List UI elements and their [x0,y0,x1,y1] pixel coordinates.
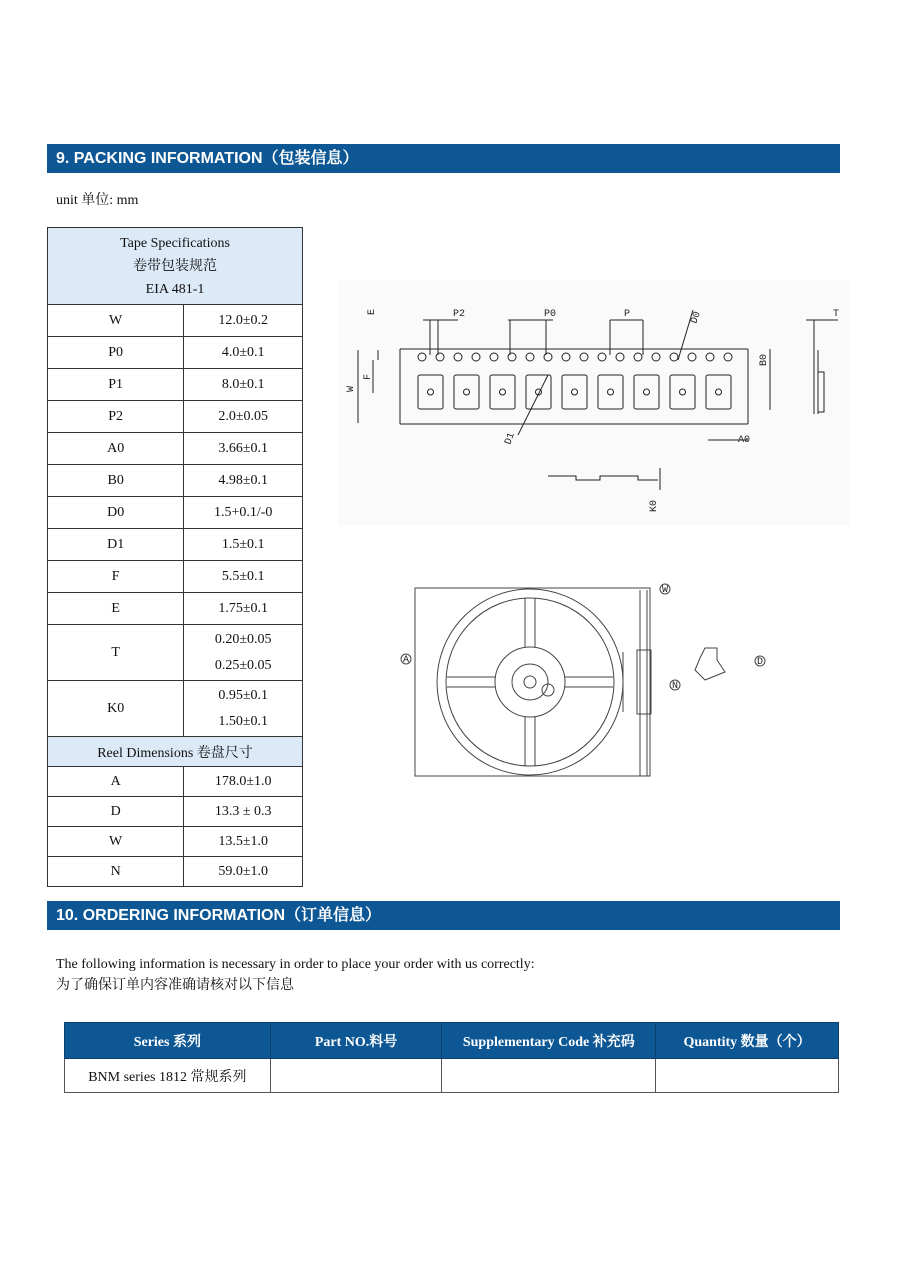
table-row [48,561,303,593]
reel-param-value: 178.0±1.0 [184,767,303,797]
tape-spec-header [48,228,303,305]
reel-label-n: N [672,681,679,692]
label-f: F [363,373,374,380]
table-row [48,625,303,681]
table-row [48,337,303,369]
value-line: 4.0±0.1 [221,344,265,360]
param-value [184,369,303,401]
ordering-intro [56,954,535,996]
param-name: P0 [48,337,184,369]
table-row [48,593,303,625]
cell-quantity[interactable] [656,1059,839,1093]
value-line: 1.75±0.1 [218,600,268,616]
reel-label-a: A [403,655,410,666]
tape-header-line: Tape Specifications [120,235,230,251]
table-row [48,827,303,857]
tape-header-line: EIA 481-1 [145,281,205,297]
table-row [48,767,303,797]
label-t: T [833,309,840,320]
param-value [184,305,303,337]
table-row [48,465,303,497]
tape-header-line: 卷带包装规范 [133,258,217,274]
param-value [184,465,303,497]
reel-param-name: W [48,827,184,857]
value-line: 1.5+0.1/-0 [213,504,273,520]
label-w: W [346,385,357,392]
value-line: 3.66±0.1 [218,440,268,456]
value-line: 2.0±0.05 [218,408,268,424]
table-row [48,857,303,887]
intro-chinese: 为了确保订单内容准确请核对以下信息 [56,978,294,993]
param-name: K0 [48,681,184,737]
tape-spec-header-row [48,228,303,305]
ordering-section-title: 10. ORDERING INFORMATION（订单信息） [47,901,840,930]
param-name: F [48,561,184,593]
intro-english: The following information is necessary in order to place your order with us correctly: [56,957,535,972]
param-value [184,681,303,737]
header-supplementary-code: Supplementary Code 补充码 [442,1023,656,1059]
param-name: E [48,593,184,625]
reel-param-name: A [48,767,184,797]
unit-label: unit 单位: mm [56,193,139,208]
value-line: 4.98±0.1 [218,472,268,488]
order-table [64,1022,839,1093]
header-quantity: Quantity 数量（个） [656,1023,839,1059]
reel-param-value: 13.3 ± 0.3 [184,797,303,827]
reel-label-w: W [662,585,669,596]
reel-param-name: N [48,857,184,887]
reel-diagram [395,580,775,780]
param-value [184,337,303,369]
header-part-no: Part NO.料号 [270,1023,442,1059]
value-line: 0.25±0.05 [214,657,272,673]
tape-spec-table [47,227,303,887]
reel-param-name: D [48,797,184,827]
reel-dimensions-header: Reel Dimensions 卷盘尺寸 [48,737,303,767]
param-name: P1 [48,369,184,401]
reel-label-d: D [757,657,764,668]
packing-section-title: 9. PACKING INFORMATION（包装信息） [47,144,840,173]
table-row [48,305,303,337]
param-name: T [48,625,184,681]
table-row [48,369,303,401]
table-row [48,433,303,465]
label-p: P [624,309,631,320]
param-value [184,529,303,561]
value-line: 8.0±0.1 [221,376,265,392]
param-value [184,401,303,433]
table-row [65,1059,839,1093]
param-name: W [48,305,184,337]
value-line: 1.50±0.1 [218,713,268,729]
reel-header-row [48,737,303,767]
param-name: D0 [48,497,184,529]
label-k0: K0 [649,499,660,512]
param-name: B0 [48,465,184,497]
value-line: 5.5±0.1 [221,568,265,584]
tape-diagram [338,280,850,525]
header-series: Series 系列 [65,1023,271,1059]
param-name: A0 [48,433,184,465]
cell-supplementary-code[interactable] [442,1059,656,1093]
table-row [48,497,303,529]
reel-param-value: 13.5±1.0 [184,827,303,857]
param-value [184,497,303,529]
value-line: 0.95±0.1 [218,687,268,703]
cell-part-no[interactable] [270,1059,442,1093]
value-line: 12.0±0.2 [218,312,268,328]
label-a0: A0 [738,435,751,446]
param-value [184,433,303,465]
label-e: E [367,308,378,315]
param-name: D1 [48,529,184,561]
param-value [184,561,303,593]
table-row [48,681,303,737]
value-line: 1.5±0.1 [221,536,265,552]
value-line: 0.20±0.05 [214,631,272,647]
cell-series: BNM series 1812 常规系列 [65,1059,271,1093]
param-value [184,625,303,681]
param-name: P2 [48,401,184,433]
label-d0: D0 [689,310,704,326]
label-p2: P2 [453,309,466,320]
label-d1: D1 [503,431,518,447]
table-row [48,529,303,561]
label-b0: B0 [759,353,770,366]
label-p0: P0 [544,309,557,320]
param-value [184,593,303,625]
table-row [48,797,303,827]
table-row [48,401,303,433]
reel-param-value: 59.0±1.0 [184,857,303,887]
